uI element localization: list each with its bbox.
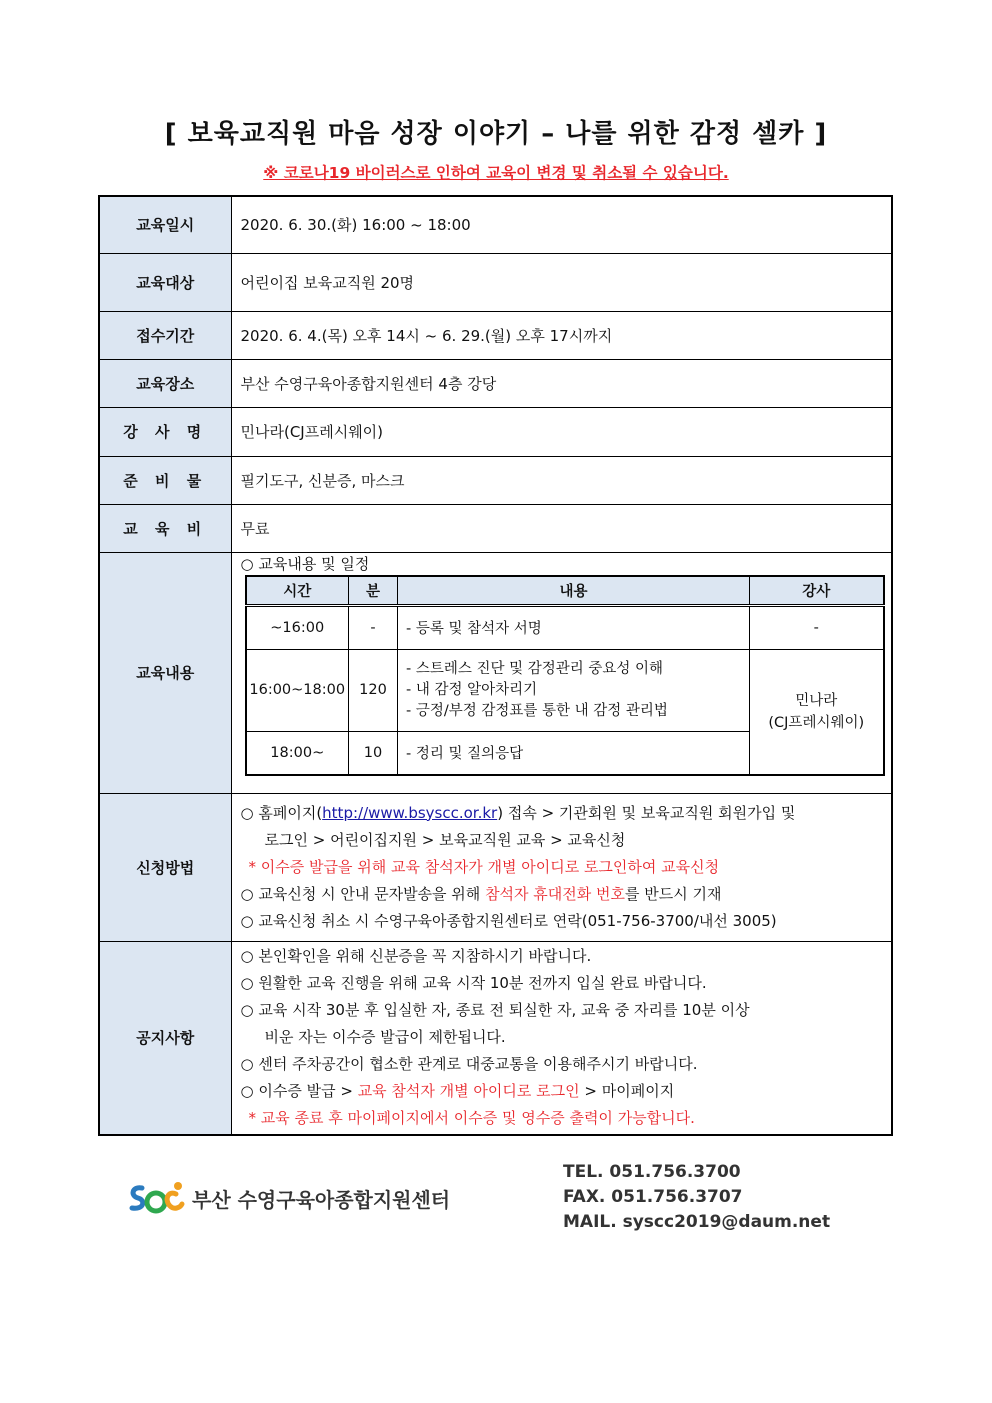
- row-fee: [99, 504, 892, 552]
- target-value: 어린이집 보육교직원 20명: [231, 253, 892, 311]
- apply-text: ○ 홈페이지(: [240, 803, 323, 822]
- apply-text: ○ 교육신청 시 안내 문자발송을 위해: [240, 884, 486, 903]
- fee-value: 무료: [231, 504, 892, 552]
- row-lecturer: [99, 407, 892, 456]
- apply-label: 신청방법: [99, 793, 231, 941]
- note-text: > 마이페이지: [579, 1082, 675, 1101]
- center-name: 부산 수영구육아종합지원센터: [192, 1187, 451, 1212]
- apply-line-5: ○ 교육신청 취소 시 수영구육아종합지원센터로 연락(051-756-3700/내선 3005): [240, 911, 777, 930]
- fee-label: 교 육 비: [99, 504, 231, 552]
- lecturer-value: 민나라(CJ프레시웨이): [231, 407, 892, 456]
- row-min: 120: [349, 649, 398, 731]
- page-title: [ 보육교직원 마음 성장 이야기 – 나를 위한 감정 셀카 ]: [164, 119, 828, 149]
- apply-line-1: [232, 800, 892, 827]
- content-cell: [231, 552, 892, 793]
- supplies-label: 준 비 물: [99, 456, 231, 504]
- center-logo: [128, 1180, 450, 1216]
- row-date: [99, 196, 892, 253]
- row-items: [398, 649, 750, 731]
- row-teacher: -: [750, 605, 884, 649]
- covid-notice: ※ 코로나19 바이러스로 인하여 교육이 변경 및 취소될 수 있습니다.: [263, 164, 729, 182]
- row-place: [99, 359, 892, 407]
- apply-text: 를 반드시 기재: [625, 884, 722, 903]
- apply-line-4: [232, 881, 892, 908]
- date-label: 교육일시: [99, 196, 231, 253]
- header-time: 시간: [246, 576, 349, 606]
- row-item: - 내 감정 알아차리기: [406, 681, 538, 698]
- header-min: 분: [349, 576, 398, 606]
- contact-tel: TEL. 051.756.3700: [563, 1162, 741, 1182]
- notes-label: 공지사항: [99, 941, 231, 1135]
- place-value: 부산 수영구육아종합지원센터 4층 강당: [231, 359, 892, 407]
- note-1: ○ 본인확인을 위해 신분증을 꼭 지참하시기 바랍니다.: [240, 947, 592, 966]
- header-teacher: 강사: [750, 576, 884, 606]
- notes-cell: [231, 941, 892, 1135]
- period-label: 접수기간: [99, 311, 231, 359]
- teacher-org: (CJ프레시웨이): [768, 714, 865, 731]
- row-item: - 등록 및 참석자 서명: [398, 605, 750, 649]
- contact-fax: FAX. 051.756.3707: [563, 1187, 743, 1207]
- row-period: [99, 311, 892, 359]
- content-label: 교육내용: [99, 552, 231, 793]
- row-supplies: [99, 456, 892, 504]
- note-highlight: 교육 참석자 개별 아이디로 로그인: [357, 1082, 580, 1101]
- row-item: - 긍정/부정 감정표를 통한 내 감정 관리법: [406, 702, 668, 719]
- target-label: 교육대상: [99, 253, 231, 311]
- note-2: ○ 원활한 교육 진행을 위해 교육 시작 10분 전까지 입실 완료 바랍니다.: [240, 974, 707, 993]
- date-value: 2020. 6. 30.(화) 16:00 ~ 18:00: [231, 196, 892, 253]
- apply-cell: [231, 793, 892, 941]
- homepage-link[interactable]: http://www.bsyscc.or.kr: [322, 803, 498, 822]
- note-5: [232, 1078, 892, 1105]
- period-value: 2020. 6. 4.(목) 오후 14시 ~ 6. 29.(월) 오후 17시까지: [231, 311, 892, 359]
- contact-info: [563, 1160, 830, 1235]
- row-time: ~16:00: [246, 605, 349, 649]
- note-text: ○ 이수증 발급 >: [240, 1082, 358, 1101]
- apply-line-2: 로그인 > 어린이집지원 > 보육교직원 교육 > 교육신청: [264, 830, 626, 849]
- note-6: * 교육 종료 후 마이페이지에서 이수증 및 영수증 출력이 가능합니다.: [248, 1109, 695, 1128]
- place-label: 교육장소: [99, 359, 231, 407]
- note-4: ○ 센터 주차공간이 협소한 관계로 대중교통을 이용해주시기 바랍니다.: [240, 1055, 698, 1074]
- center-logo-icon: [128, 1180, 186, 1216]
- schedule-header: [246, 576, 884, 606]
- schedule-row: [246, 605, 884, 649]
- note-3: ○ 교육 시작 30분 후 입실한 자, 종료 전 퇴실한 자, 교육 중 자리를 10분 이상: [240, 1001, 750, 1020]
- content-intro: ○ 교육내용 및 일정: [240, 554, 370, 573]
- row-min: -: [349, 605, 398, 649]
- row-target: [99, 253, 892, 311]
- row-item: - 스트레스 진단 및 감정관리 중요성 이해: [406, 660, 663, 677]
- lecturer-label: 강 사 명: [99, 407, 231, 456]
- row-content: [99, 552, 892, 793]
- contact-mail: MAIL. syscc2019@daum.net: [563, 1212, 831, 1232]
- supplies-value: 필기도구, 신분증, 마스크: [231, 456, 892, 504]
- row-notes: [99, 941, 892, 1135]
- note-3b: 비운 자는 이수증 발급이 제한됩니다.: [264, 1028, 506, 1047]
- row-min: 10: [349, 731, 398, 775]
- info-table: [98, 195, 893, 1136]
- row-item: - 정리 및 질의응답: [398, 731, 750, 775]
- row-apply: [99, 793, 892, 941]
- apply-line-3: * 이수증 발급을 위해 교육 참석자가 개별 아이디로 로그인하여 교육신청: [248, 857, 720, 876]
- header-content: 내용: [398, 576, 750, 606]
- apply-highlight: 참석자 휴대전화 번호: [485, 884, 626, 903]
- teacher-name: 민나라: [795, 692, 838, 709]
- schedule-row: [246, 649, 884, 731]
- apply-text: ) 접속 > 기관회원 및 보육교직원 회원가입 및: [497, 803, 796, 822]
- row-time: 16:00~18:00: [246, 649, 349, 731]
- row-teacher: [750, 649, 884, 775]
- schedule-table: [245, 575, 885, 777]
- row-time: 18:00~: [246, 731, 349, 775]
